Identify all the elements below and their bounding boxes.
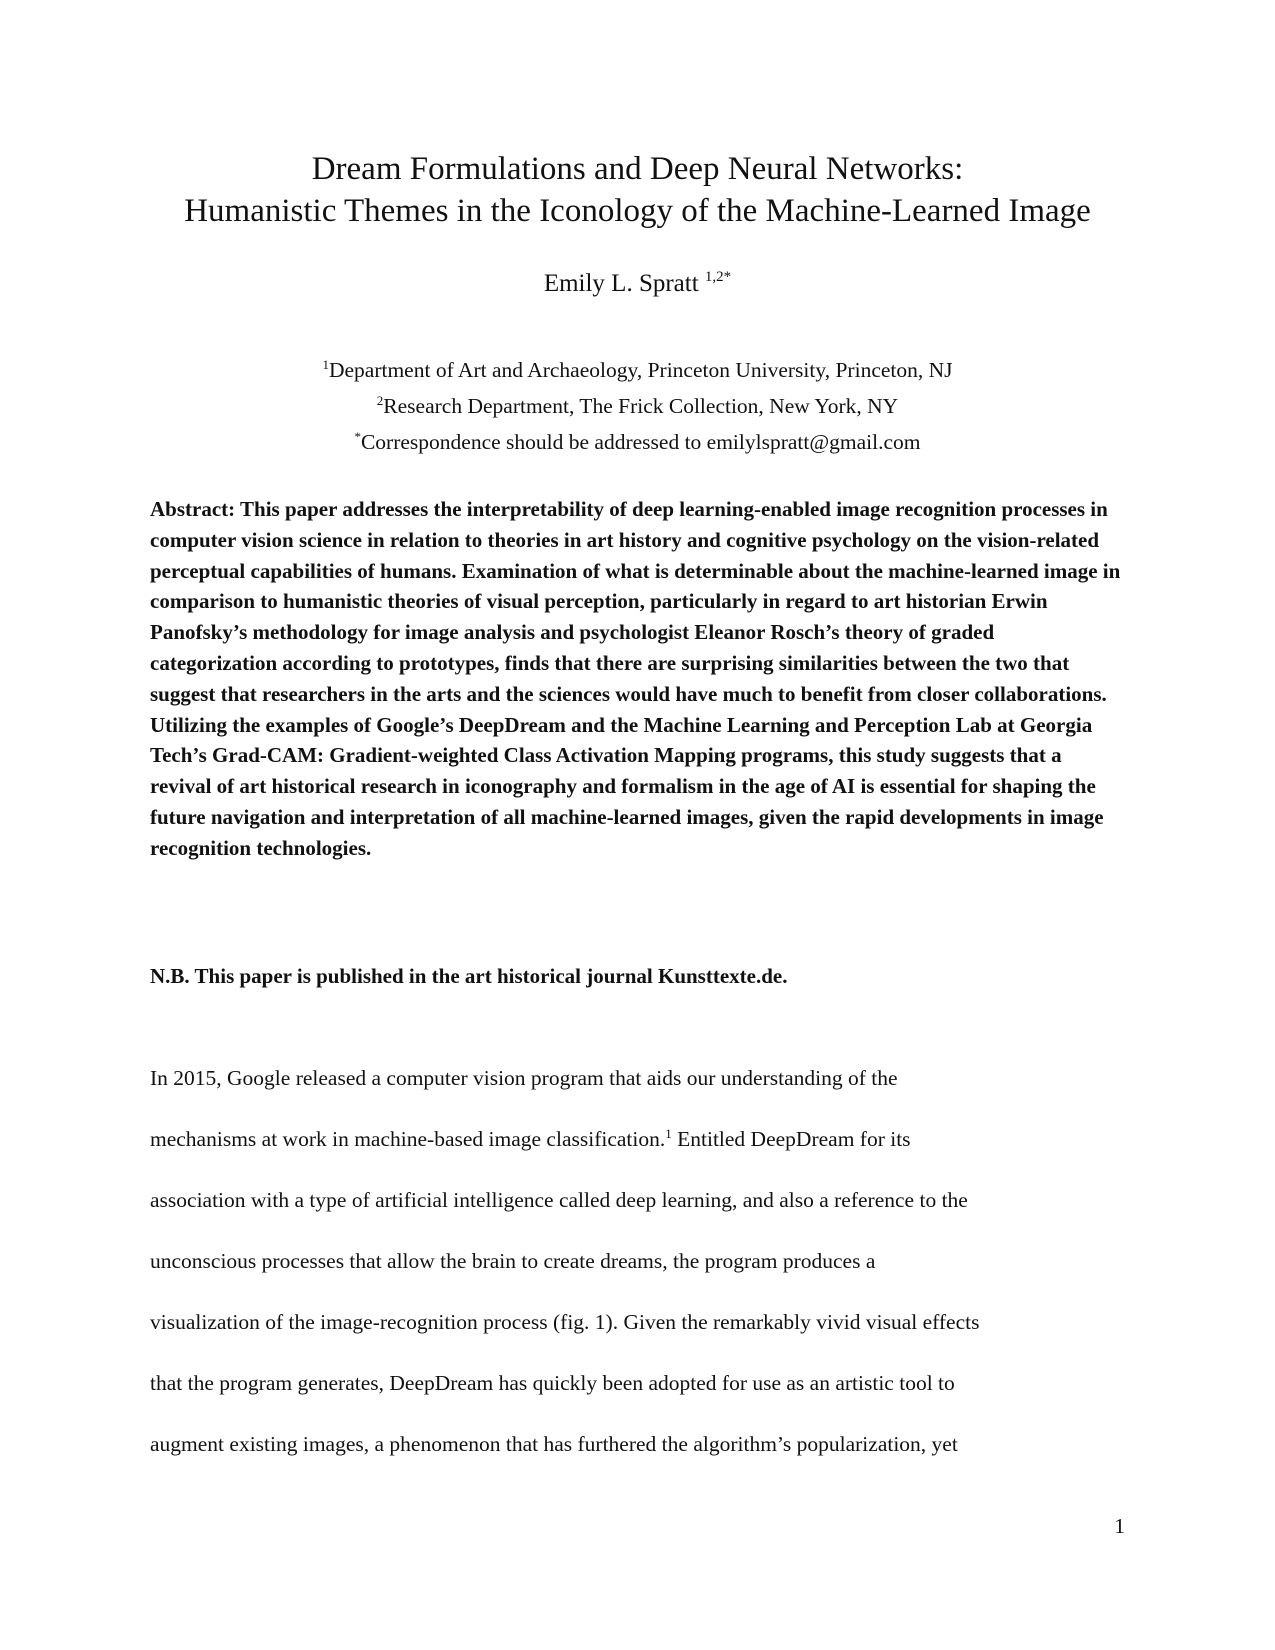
body-line-2-start: mechanisms at work in machine-based image classification. (150, 1127, 666, 1151)
paper-title (100, 148, 1175, 232)
correspondence-text: Correspondence should be addressed to emilylspratt@gmail.com (360, 430, 921, 454)
correspondence-note (100, 424, 1175, 460)
body-paragraph (150, 1048, 1125, 1475)
page-number: 1 (1114, 1514, 1125, 1538)
body-line-3: association with a type of artificial intelligence called deep learning, and also a reference to the (150, 1188, 968, 1212)
body-line-4: unconscious processes that allow the brain to create dreams, the program produces a (150, 1249, 876, 1273)
affiliation-2 (100, 388, 1175, 424)
title-line-1: Dream Formulations and Deep Neural Networks: (311, 151, 964, 187)
abstract-paragraph: Abstract: This paper addresses the interpretability of deep learning-enabled image recognition processes in computer vision science in relation to theories in art history and cognitive psychology on the vision-related perceptual capabilities of humans. Examination of what is determinable about the machine-learned image in comparison to humanistic theories of visual perception, particularly in regard to art historian Erwin Panofsky’s methodology for image analysis and psychologist Eleanor Rosch’s theory of graded categorization according to prototypes, finds that there are surprising similarities between the two that suggest that researchers in the arts and the sciences would have much to benefit from closer collaborations. Utilizing the examples of Google’s DeepDream and the Machine Learning and Perception Lab at Georgia Tech’s Grad-CAM: Gradient-weighted Class Activation Mapping programs, this study suggests that a revival of art historical research in iconography and formalism in the age of AI is essential for shaping the future navigation and interpretation of all machine-learned images, given the rapid developments in image recognition technologies. (150, 497, 1121, 860)
author-name: Emily L. Spratt (543, 270, 699, 297)
affiliation-1 (100, 352, 1175, 388)
affiliation-1-text: Department of Art and Archaeology, Princeton University, Princeton, NJ (328, 358, 953, 382)
affiliation-1-mark: 1 (322, 357, 329, 372)
affiliations-block (100, 352, 1175, 460)
publication-note: N.B. This paper is published in the art historical journal Kunsttexte.de. (150, 964, 788, 988)
affiliation-2-text: Research Department, The Frick Collection, New York, NY (383, 394, 899, 418)
body-line-5: visualization of the image-recognition process (fig. 1). Given the remarkably vivid visual effects (150, 1310, 980, 1334)
affiliation-2-mark: 2 (376, 393, 384, 408)
author-affiliation-marks: 1,2* (704, 269, 732, 285)
body-line-7: augment existing images, a phenomenon that has furthered the algorithm’s popularization, yet (150, 1432, 958, 1456)
body-line-6: that the program generates, DeepDream has quickly been adopted for use as an artistic tool to (150, 1371, 955, 1395)
body-line-2-end: Entitled DeepDream for its (671, 1127, 911, 1151)
author-line (100, 268, 1175, 300)
title-line-2: Humanistic Themes in the Iconology of the Machine-Learned Image (184, 193, 1091, 229)
correspondence-mark: * (354, 429, 361, 444)
body-line-2 (150, 1109, 1125, 1170)
body-line-1: In 2015, Google released a computer vision program that aids our understanding of the (150, 1066, 898, 1090)
footnote-marker-1[interactable]: 1 (665, 1126, 672, 1141)
